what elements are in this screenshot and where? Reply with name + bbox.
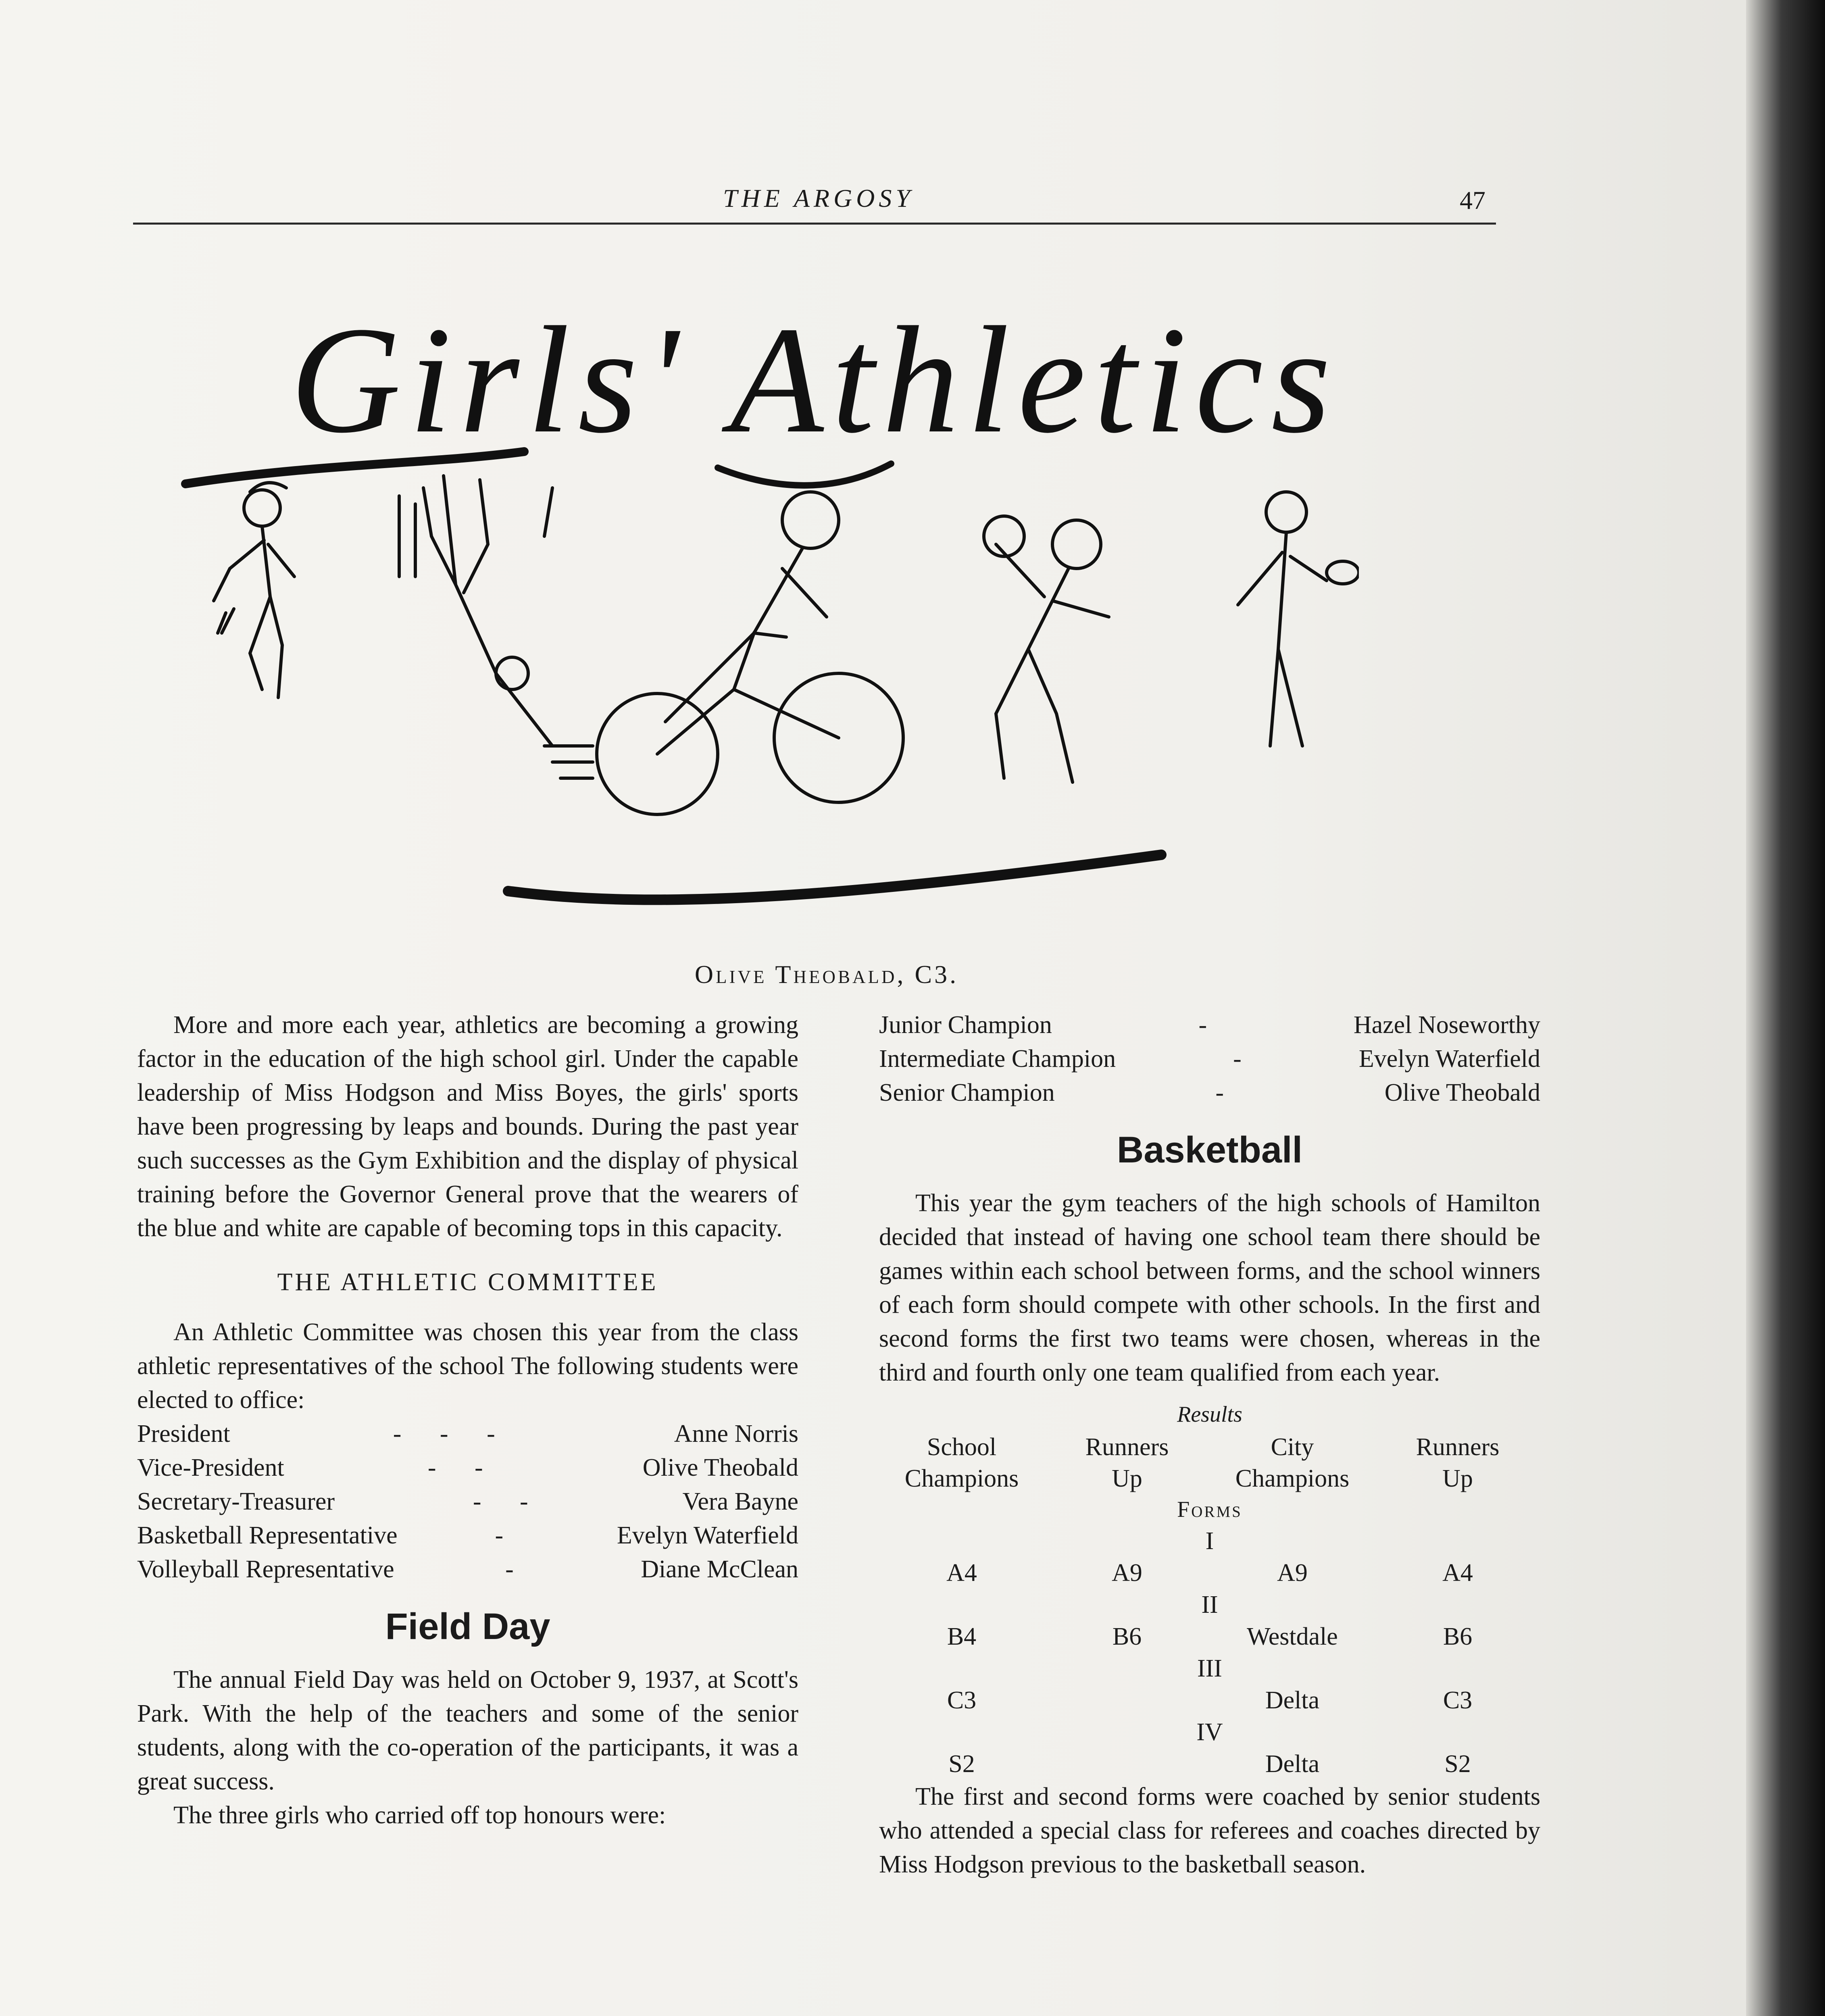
results-row: S2 Delta S2 [948,1750,1471,1778]
officer-row: Vice-President - - Olive Theobald [137,1454,798,1481]
officer-row: Secretary-Treasurer - - Vera Bayne [137,1488,798,1515]
field-day-paragraph: The annual Field Day was held on October 9, 1937, at Scott's Park. With the help of the teachers and some of the senior students, along with the co-operation of the participants, it was a great success. [137,1666,798,1795]
officer-row: President - - - Anne Norris [137,1420,798,1447]
field-day-heading: Field Day [385,1606,550,1647]
champion-row: Intermediate Champion - Evelyn Waterfield [879,1045,1540,1073]
left-column [137,1008,798,1832]
running-header-title: THE ARGOSY [723,184,914,212]
header-rule [133,223,1496,225]
basketball-paragraph: This year the gym teachers of the high schools of Hamilton decided that instead of having one school team there should be games within each school between forms, and the school winners of each form should compete with other schools. In the first and second forms the first two teams were chosen, whereas in the third and fourth only one team qualified from each year. [879,1189,1540,1386]
champion-row: Senior Champion - Olive Theobald [879,1079,1540,1106]
byline: Olive Theobald, C3. [694,960,959,989]
committee-heading: THE ATHLETIC COMMITTEE [277,1268,658,1296]
results-row: A4 A9 A9 A4 [946,1559,1473,1587]
cyclist-figure [544,492,903,814]
results-col-header: City Champions [1235,1433,1350,1492]
form-number: I [1205,1527,1214,1555]
results-row: B4 B6 Westdale B6 [947,1623,1473,1650]
results-row: C3 Delta C3 [947,1687,1473,1714]
officer-list [137,1417,798,1586]
page-number: 47 [1460,186,1485,215]
form-number: IV [1196,1718,1223,1746]
basketball-closing-paragraph: The first and second forms were coached by senior students who attended a special class for referees and coaches directed by Miss Hodgson previous to the basketball season. [879,1783,1540,1878]
committee-paragraph: An Athletic Committee was chosen this year from the class athletic representatives of the school The following students were elected to office: [137,1318,798,1414]
title-text: Girls' Athletics [290,295,1339,465]
results-column-headers [879,1431,1540,1494]
forms-label: Forms [1177,1497,1242,1522]
officer-row: Volleyball Representative - Diane McClean [137,1556,798,1583]
form-number: II [1201,1591,1218,1618]
champion-row: Junior Champion - Hazel Noseworthy [879,1011,1540,1039]
decorative-swash [500,839,1169,919]
right-column [879,1008,1540,1881]
form-number: III [1197,1655,1222,1682]
champion-list [879,1008,1540,1110]
intro-paragraph: More and more each year, athletics are becoming a growing factor in the education of the high school girl. Under the capable leadership of Miss Hodgson and Miss Boyes, the girls' sports have been progressing by leaps and bounds. During the past year such successes as the Gym Exhibition and the display of physical training before the Governor General prove that the wearers of the blue and white are capable of becoming tops in this capacity. [137,1011,798,1242]
diver-figure [399,476,552,746]
officer-row: Basketball Representative - Evelyn Waterfield [137,1522,798,1549]
field-day-honours-paragraph: The three girls who carried off top honours were: [173,1801,666,1829]
results-col-header: School Champions [904,1433,1019,1492]
basketball-heading: Basketball [1117,1129,1303,1170]
tennis-player-figure [1238,492,1359,746]
results-title: Results [1177,1402,1242,1427]
runner-figure [214,483,294,698]
ball-player-figure [984,516,1109,782]
results-col-header: Runners Up [1416,1433,1500,1492]
page-edge-shadow [1746,0,1825,2016]
results-col-header: Runners Up [1085,1433,1169,1492]
